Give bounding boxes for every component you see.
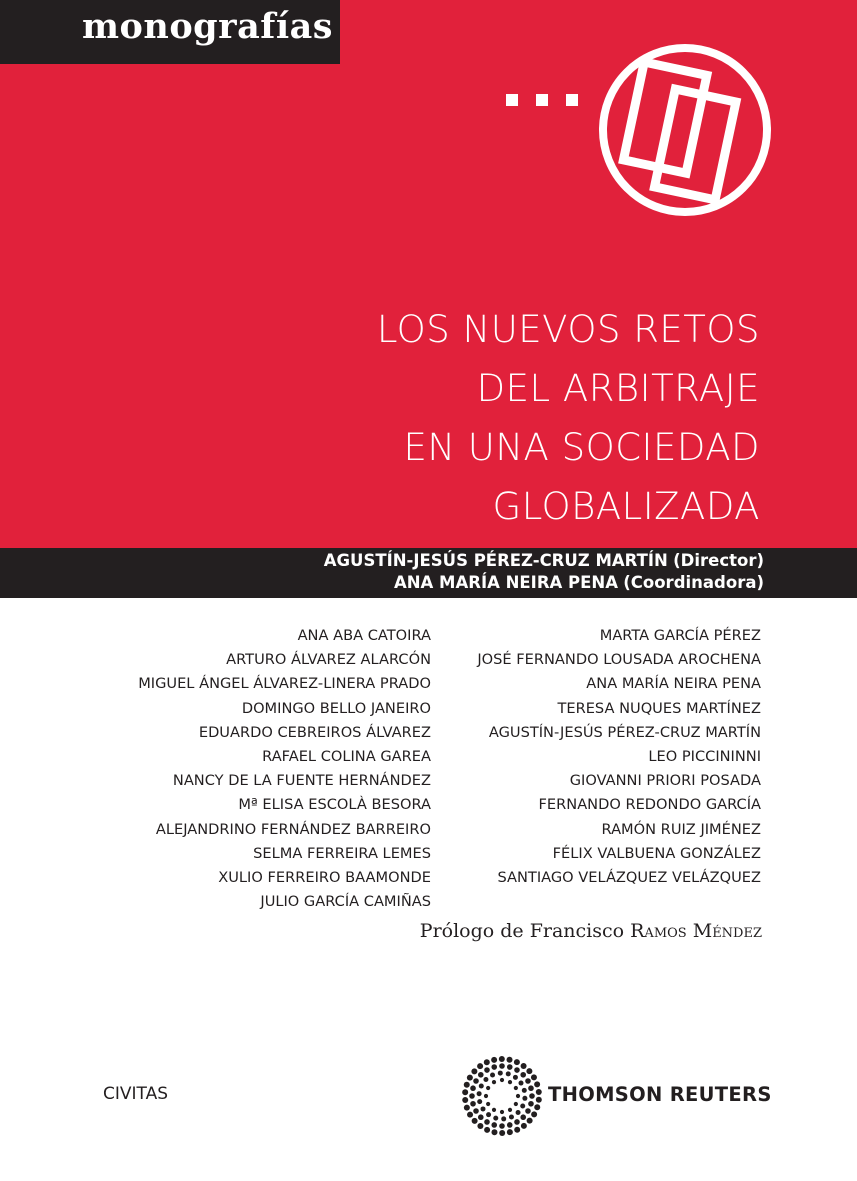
author-name: AGUSTÍN-JESÚS PÉREZ-CRUZ MARTÍN xyxy=(488,723,761,741)
author-name: FÉLIX VALBUENA GONZÁLEZ xyxy=(552,844,761,862)
editor-role: (Director) xyxy=(673,551,764,570)
interlocked-frames-circle-icon xyxy=(597,42,773,218)
editor-name: AGUSTÍN-JESÚS PÉREZ-CRUZ MARTÍN xyxy=(323,551,668,570)
author-name: RAFAEL COLINA GAREA xyxy=(262,748,431,766)
author-name: MIGUEL ÁNGEL ÁLVAREZ-LINERA PRADO xyxy=(138,675,431,693)
author-name: SELMA FERREIRA LEMES xyxy=(253,844,431,862)
title-line: GLOBALIZADA xyxy=(492,485,760,528)
authors-list-left xyxy=(138,624,431,914)
author-name: Mª ELISA ESCOLÀ BESORA xyxy=(238,796,431,814)
author-name: GIOVANNI PRIORI POSADA xyxy=(569,772,761,790)
editor-director xyxy=(324,551,764,570)
prologue-credit xyxy=(420,920,762,942)
author-name: ANA ABA CATOIRA xyxy=(297,627,431,644)
dot-circle-logo-icon xyxy=(462,1056,542,1136)
author-name: JULIO GARCÍA CAMIÑAS xyxy=(260,893,431,911)
author-name: LEO PICCININNI xyxy=(648,748,761,766)
author-name: EDUARDO CEBREIROS ÁLVAREZ xyxy=(198,723,431,741)
author-name: SANTIAGO VELÁZQUEZ VELÁZQUEZ xyxy=(497,869,761,887)
editor-coordinator xyxy=(394,573,764,592)
title-line: DEL ARBITRAJE xyxy=(476,367,760,410)
three-dots-icon xyxy=(506,94,586,108)
publisher-name: THOMSON REUTERS xyxy=(548,1083,772,1106)
book-title xyxy=(340,300,760,536)
author-name: XULIO FERREIRO BAAMONDE xyxy=(218,869,431,887)
title-line: EN UNA SOCIEDAD xyxy=(403,426,760,469)
editor-role: (Coordinadora) xyxy=(623,573,764,592)
author-name: RAMÓN RUIZ JIMÉNEZ xyxy=(601,820,761,838)
author-name: JOSÉ FERNANDO LOUSADA AROCHENA xyxy=(477,651,761,669)
series-banner xyxy=(0,0,340,64)
author-name: ARTURO ÁLVAREZ ALARCÓN xyxy=(226,651,431,669)
imprint-label: CIVITAS xyxy=(103,1084,169,1104)
author-name: ALEJANDRINO FERNÁNDEZ BARREIRO xyxy=(155,820,431,838)
editor-name: ANA MARÍA NEIRA PENA xyxy=(393,573,618,592)
author-name: FERNANDO REDONDO GARCÍA xyxy=(538,796,761,814)
prologue-prefix: Prólogo de Francisco xyxy=(419,920,631,942)
author-name: TERESA NUQUES MARTÍNEZ xyxy=(557,699,761,717)
author-name: DOMINGO BELLO JANEIRO xyxy=(241,699,431,717)
series-label: monografías xyxy=(82,6,333,47)
title-line: LOS NUEVOS RETOS xyxy=(376,308,760,351)
authors-list-right xyxy=(477,624,761,890)
author-name: NANCY DE LA FUENTE HERNÁNDEZ xyxy=(172,772,431,790)
author-name: MARTA GARCÍA PÉREZ xyxy=(599,627,761,644)
author-name: ANA MARÍA NEIRA PENA xyxy=(586,675,761,693)
prologue-surname: Ramos Méndez xyxy=(630,920,762,942)
